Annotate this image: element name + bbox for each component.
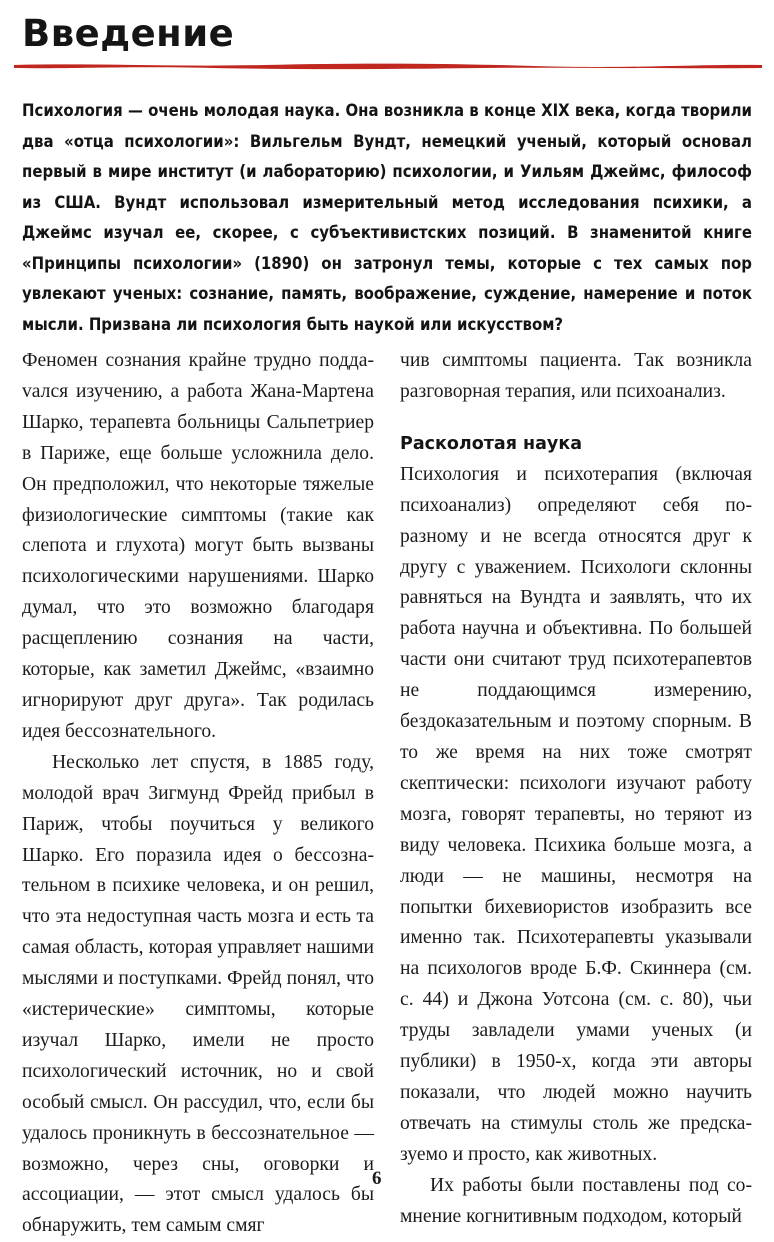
body-paragraph: Феномен сознания крайне трудно поддаvался изучению, а работа Жана-Мартена Шарко, терапевта больницы Сальпетриер в Париже, еще больше усложнила дело. Он предположил, что некоторые тяжелые физиологические симптомы (такие как слепота и глухота) могут быть вызваны психологическими нарушениями. Шарко думал, что это возможно благодаря расщеплению сознания на части, которые, как заметил Джеймс, «взаимно игнорируют друг друга». Так родилась идея бессознательного. xyxy=(22,350,374,742)
chapter-title: Введение xyxy=(22,12,235,55)
body-paragraph: Несколько лет спустя, в 1885 году, молодой врач Зигмунд Фрейд прибыл в Париж, чтобы поучиться у великого Шарко. Его поразила идея о бессознательном в психике человека, и он решил, что эта недоступная часть мозга и есть та самая область, которая управляет нашими мыслями и поступками. Фрейд понял, что «истерические» симптомы, которые изучал Шарко, имели не просто психологический источник, но и свой особый смысл. Он рассудил, что, если бы удалось проникнуть в бессознательное — возможно, через сны, оговорки и ассоциации, — этот смысл удалось бы обнаружить, тем самым смяг xyxy=(22,751,374,1237)
section-subheading: Расколотая наука xyxy=(400,433,583,454)
body-paragraph: Их работы были поставлены под сомнение когнитивным подходом, который xyxy=(400,1174,752,1227)
left-column xyxy=(22,346,374,1242)
page-number: 6 xyxy=(372,1168,382,1189)
title-underline xyxy=(14,60,762,72)
lead-paragraph: Психология — очень молодая наука. Она возникла в конце XIX века, когда творили два «отца психологии»: Вильгельм Вундт, немецкий ученый, который основал первый в мире институт (и лабораторию) психологии, и Уильям Джеймс, философ из США. Вундт использовал измерительный метод исследования психики, а Джеймс изучал ее, скорее, с субъективистских позиций. В знаменитой книге «Принципы психологии» (1890) он затронул темы, которые с тех самых пор увлекают ученых: сознание, память, воображение, суждение, намерение и поток мысли. Призвана ли психология быть наукой или искусством? xyxy=(22,101,752,334)
body-paragraph: чив симптомы пациента. Так возникла разговорная терапия, или психоанализ. xyxy=(400,350,752,402)
right-column xyxy=(400,346,752,1232)
body-paragraph: Психология и психотерапия (включая психоанализ) определяют себя по-разному и не всегда относятся друг к другу с уважением. Психологи склонны равняться на Вундта и заявлять, что их работа научна и объективна. По большей части они считают труд психотерапевтов не поддающимся измерению, бездоказательным и поэтому спорным. В то же время на них тоже смотрят скептически: психологи изучают работу мозга, говорят терапевты, но теряют из виду человека. Психика больше мозга, а люди — не машины, несмотря на попытки бихевиористов изобразить все именно так. Психотерапевты указывали на психологов вроде Б.Ф. Скиннера (см. с. 44) и Джона Уотсона (см. с. 80), чьи труды завладели умами ученых (и публики) в 1950-х, когда эти авторы показали, что людей можно научить отвечать на стимулы столь же предсказуемо и просто, как животных. xyxy=(400,463,752,1165)
